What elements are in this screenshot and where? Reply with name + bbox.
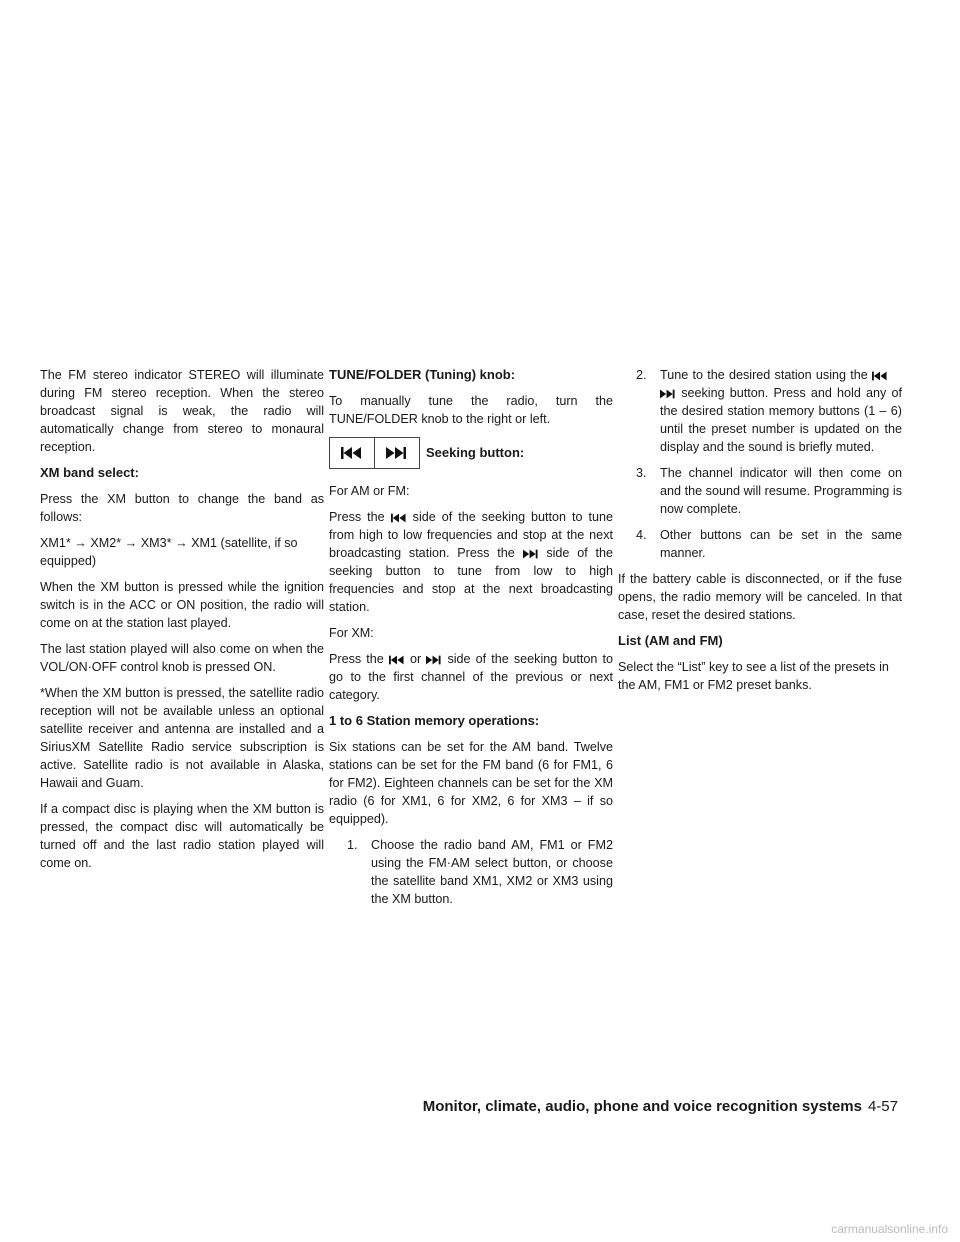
list-item-text: The channel indicator will then come on and the sound will resume. Programming is now complete. (660, 466, 902, 516)
memory-steps-list (329, 836, 613, 908)
list-item-number: 3. (636, 466, 647, 480)
list-item (618, 366, 902, 456)
list-item-text: seeking button. Press and hold any of the desired station memory buttons (1 – 6) until the preset number is updated on the display and the sound is briefly muted. (660, 386, 902, 454)
seek-next-icon (523, 549, 539, 559)
paragraph-manual-tune: To manually tune the radio, turn the TUNE/FOLDER knob to the right or left. (329, 394, 613, 426)
paragraph-seek-xm (329, 650, 613, 704)
seek-prev-icon (389, 655, 405, 665)
heading-station-memory: 1 to 6 Station memory operations: (329, 713, 540, 728)
paragraph-xm-press: Press the XM button to change the band as follows: (40, 492, 324, 524)
seek-prev-icon (391, 513, 407, 523)
page-number: 4-57 (867, 1098, 898, 1115)
seek-next-icon (660, 389, 676, 399)
paragraph-for-xm: For XM: (329, 626, 374, 640)
list-item-text: Tune to the desired station using the (660, 368, 868, 382)
text-or: or (410, 652, 422, 666)
heading-list-am-fm: List (AM and FM) (618, 633, 723, 648)
list-item (618, 526, 902, 562)
text-seek-category: side of the seeking button to go to the first channel of the previous or next category. (329, 652, 614, 702)
watermark: carmanualsonline.info (831, 1222, 948, 1236)
heading-xm-band-select: XM band select: (40, 465, 139, 480)
list-item-text: Choose the radio band AM, FM1 or FM2 using the FM·AM select button, or choose the satellite band XM1, XM2 or XM3 using the XM button. (371, 838, 613, 906)
column-left (40, 366, 324, 880)
seeking-button-illustration (329, 437, 420, 469)
list-item (618, 464, 902, 518)
column-right (618, 366, 902, 702)
list-item (329, 836, 613, 908)
seek-next-icon (426, 655, 442, 665)
text-press-the-xm: Press the (329, 652, 384, 666)
paragraph-station-memory: Six stations can be set for the AM band. Twelve stations can be set for the FM band (6 for FM1, 6 for FM2). Eighteen channels can be set for the XM radio (6 for XM1, 6 for XM2, 6 for XM3 – if so equipped). (329, 740, 613, 826)
paragraph-compact-disc: If a compact disc is playing when the XM button is pressed, the compact disc will automatically be turned off and the last radio station played will come on. (40, 802, 324, 870)
paragraph-last-station: The last station played will also come on when the VOL/ON·OFF control knob is pressed ON. (40, 642, 324, 674)
text-seek-low-high: side of the seeking button to tune from low to high frequencies and stop at the next broadcasting station. (329, 546, 613, 614)
page-footer (423, 1098, 898, 1115)
paragraph-xm-ignition: When the XM button is pressed while the ignition switch is in the ACC or ON position, the radio will come on at the station last played. (40, 580, 324, 630)
seek-next-icon (374, 438, 419, 468)
paragraph-stereo: The FM stereo indicator STEREO will illuminate during FM stereo reception. When the stereo broadcast signal is weak, the radio will automatically change from stereo to monaural reception. (40, 368, 324, 454)
footer-section-title: Monitor, climate, audio, phone and voice recognition systems (422, 1098, 862, 1115)
list-item-number: 4. (636, 528, 647, 542)
paragraph-xm-sequence: XM1* → XM2* → XM3* → XM1 (satellite, if so equipped) (40, 536, 298, 568)
paragraph-seek-am-fm (329, 508, 613, 616)
memory-steps-list-continued (618, 366, 902, 562)
seek-prev-icon (330, 438, 374, 468)
paragraph-satellite-note: *When the XM button is pressed, the satellite radio reception will not be available unless an optional satellite receiver and antenna are installed and a SiriusXM Satellite Radio service subscription is active. Satellite radio is not available in Alaska, Hawaii and Guam. (40, 686, 324, 790)
paragraph-battery-fuse: If the battery cable is disconnected, or if the fuse opens, the radio memory will be canceled. In that case, reset the desired stations. (618, 572, 902, 622)
paragraph-list-presets: Select the “List” key to see a list of the presets in the AM, FM1 or FM2 preset banks. (618, 660, 889, 692)
heading-tune-folder-knob: TUNE/FOLDER (Tuning) knob: (329, 367, 516, 382)
paragraph-for-am-fm: For AM or FM: (329, 484, 410, 498)
list-item-number: 2. (636, 368, 647, 382)
list-item-number: 1. (347, 838, 358, 852)
text-press-the: Press the (329, 510, 385, 524)
seeking-button-label: Seeking button: (426, 445, 525, 460)
seeking-button-row (329, 436, 613, 470)
text-seek-high-low: side of the seeking button to tune from high to low frequencies and stop at the next broadcasting station. Press the (329, 510, 614, 560)
column-middle (329, 366, 613, 916)
seek-prev-icon (872, 371, 888, 381)
list-item-text: Other buttons can be set in the same manner. (660, 528, 902, 560)
